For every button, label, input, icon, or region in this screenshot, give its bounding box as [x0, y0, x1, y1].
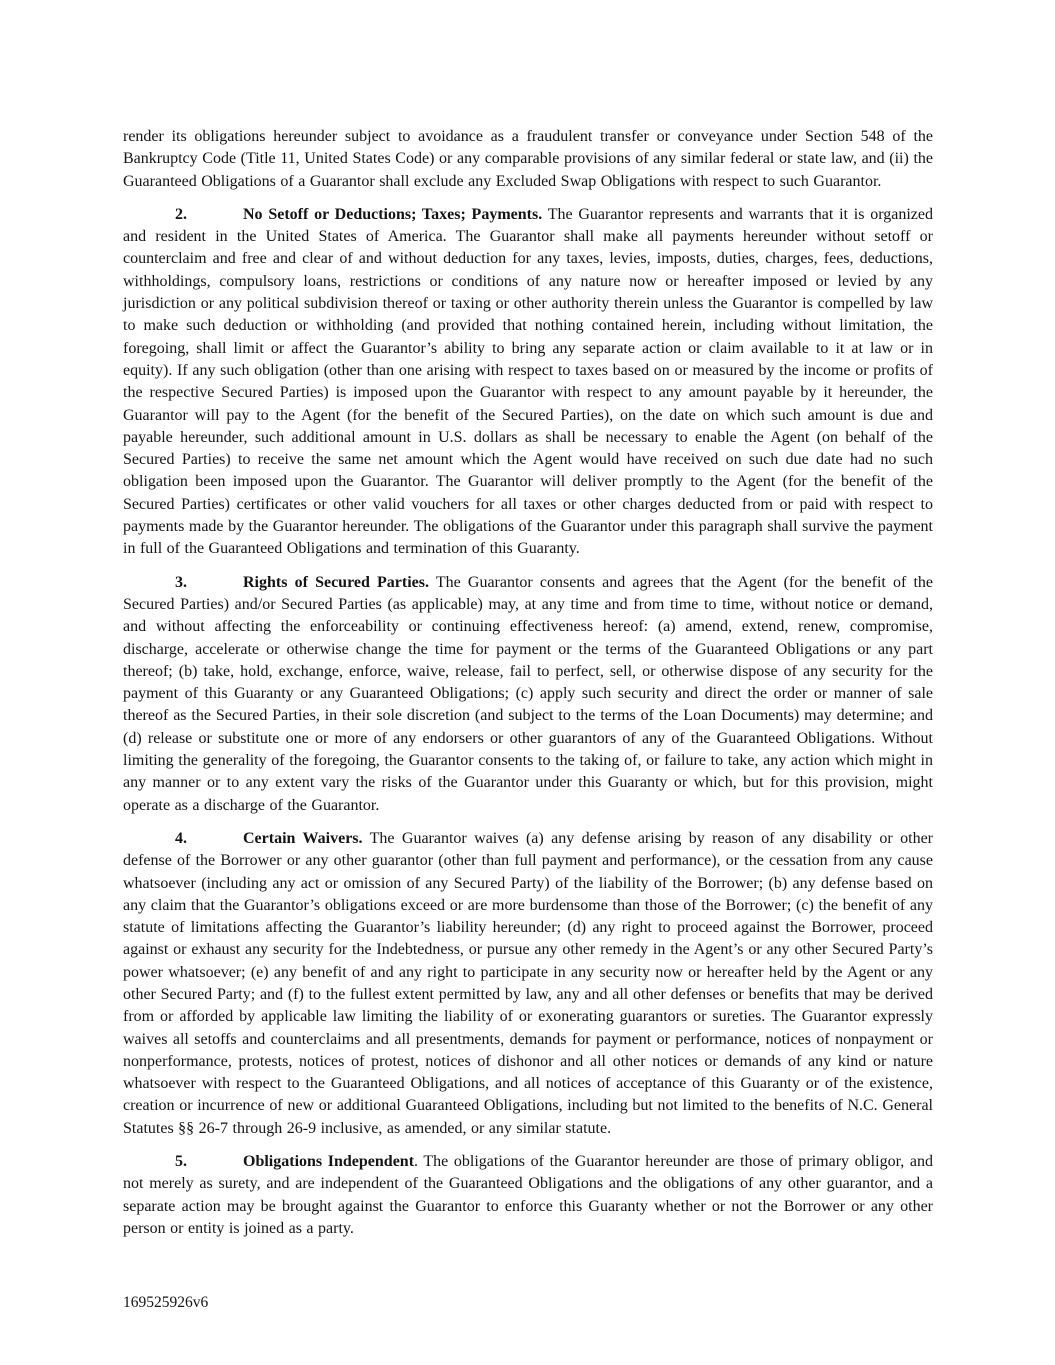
- section-4-paragraph: [123, 828, 933, 1140]
- section-3-number: 3.: [175, 573, 187, 591]
- section-5-title: Obligations Independent: [243, 1153, 415, 1171]
- section-2-paragraph: [123, 204, 933, 561]
- section-4-title: Certain Waivers.: [243, 829, 363, 847]
- section-5-body: . The obligations of the Guarantor hereunder are those of primary obligor, and not merely as surety, and are independent of the Guaranteed Obligations and the obligations of any other guarantor, and a separate action may be brought against the Guarantor to enforce this Guaranty whether or not the Borrower or any other person or entity is joined as a party.: [123, 1153, 933, 1237]
- section-2-number: 2.: [175, 205, 187, 223]
- section-3-title: Rights of Secured Parties.: [243, 573, 430, 591]
- section-5-number: 5.: [175, 1153, 187, 1171]
- intro-paragraph: render its obligations hereunder subject to avoidance as a fraudulent transfer or conveyance under Section 548 of the Bankruptcy Code (Title 11, United States Code) or any comparable provisions of any similar federal or state law, and (ii) the Guaranteed Obligations of a Guarantor shall exclude any Excluded Swap Obligations with respect to such Guarantor.: [123, 128, 933, 190]
- section-3-body: The Guarantor consents and agrees that the Agent (for the benefit of the Secured Parties) and/or Secured Parties (as applicable) may, at any time and from time to time, without notice or demand, and without affecting the enforceability or continuing effectiveness hereof: (a) amend, extend, renew, compromise, discharge, accelerate or otherwise change the time for payment or the terms of the Guaranteed Obligations or any part thereof; (b) take, hold, exchange, enforce, waive, release, fail to perfect, sell, or otherwise dispose of any security for the payment of this Guaranty or any Guaranteed Obligations; (c) apply such security and direct the order or manner of sale thereof as the Secured Parties, in their sole discretion (and subject to the terms of the Loan Documents) may determine; and (d) release or substitute one or more of any endorsers or other guarantors of any of the Guaranteed Obligations. Without limiting the generality of the foregoing, the Guarantor consents to the taking of, or failure to take, any action which might in any manner or to any extent vary the risks of the Guarantor under this Guaranty or which, but for this provision, might operate as a discharge of the Guarantor.: [123, 573, 933, 814]
- section-2-body: The Guarantor represents and warrants that it is organized and resident in the United States of America. The Guarantor shall make all payments hereunder without setoff or counterclaim and free and clear of and without deduction for any taxes, levies, imposts, duties, charges, fees, deductions, withholdings, compulsory loans, restrictions or conditions of any nature now or hereafter imposed or levied by any jurisdiction or any political subdivision thereof or taxing or other authority therein unless the Guarantor is compelled by law to make such deduction or withholding (and provided that nothing contained herein, including without limitation, the foregoing, shall limit or affect the Guarantor’s ability to bring any separate action or claim available to it at law or in equity). If any such obligation (other than one arising with respect to taxes based on or measured by the income or profits of the respective Secured Parties) is imposed upon the Guarantor with respect to any amount payable by it hereunder, the Guarantor will pay to the Agent (for the benefit of the Secured Parties), on the date on which such amount is due and payable hereunder, such additional amount in U.S. dollars as shall be necessary to enable the Agent (on behalf of the Secured Parties) to receive the same net amount which the Agent would have received on such due date had no such obligation been imposed upon the Guarantor. The Guarantor will deliver promptly to the Agent (for the benefit of the Secured Parties) certificates or other valid vouchers for all taxes or other charges deducted from or paid with respect to payments made by the Guarantor hereunder. The obligations of the Guarantor under this paragraph shall survive the payment in full of the Guaranteed Obligations and termination of this Guaranty.: [123, 205, 933, 558]
- section-4-number: 4.: [175, 829, 187, 847]
- section-5-paragraph: [123, 1151, 933, 1240]
- section-3-paragraph: [123, 572, 933, 817]
- footer-doc-id: 169525926v6: [123, 1294, 209, 1311]
- section-2-title: No Setoff or Deductions; Taxes; Payments.: [243, 205, 543, 223]
- section-4-body: The Guarantor waives (a) any defense arising by reason of any disability or other defense of the Borrower or any other guarantor (other than full payment and performance), or the cessation from any cause whatsoever (including any act or omission of any Secured Party) of the liability of the Borrower; (b) any defense based on any claim that the Guarantor’s obligations exceed or are more burdensome than those of the Borrower; (c) the benefit of any statute of limitations affecting the Guarantor’s liability hereunder; (d) any right to proceed against the Borrower, proceed against or exhaust any security for the Indebtedness, or pursue any other remedy in the Agent’s or any other Secured Party’s power whatsoever; (e) any benefit of and any right to participate in any security now or hereafter held by the Agent or any other Secured Party; and (f) to the fullest extent permitted by law, any and all other defenses or benefits that may be derived from or afforded by applicable law limiting the liability of or exonerating guarantors or sureties. The Guarantor expressly waives all setoffs and counterclaims and all presentments, demands for payment or performance, notices of nonpayment or nonperformance, protests, notices of protest, notices of dishonor and all other notices or demands of any kind or nature whatsoever with respect to the Guaranteed Obligations, and all notices of acceptance of this Guaranty or of the existence, creation or incurrence of new or additional Guaranteed Obligations, including but not limited to the benefits of N.C. General Statutes §§ 26-7 through 26-9 inclusive, as amended, or any similar statute.: [123, 829, 934, 1137]
- document-body: [123, 126, 933, 1240]
